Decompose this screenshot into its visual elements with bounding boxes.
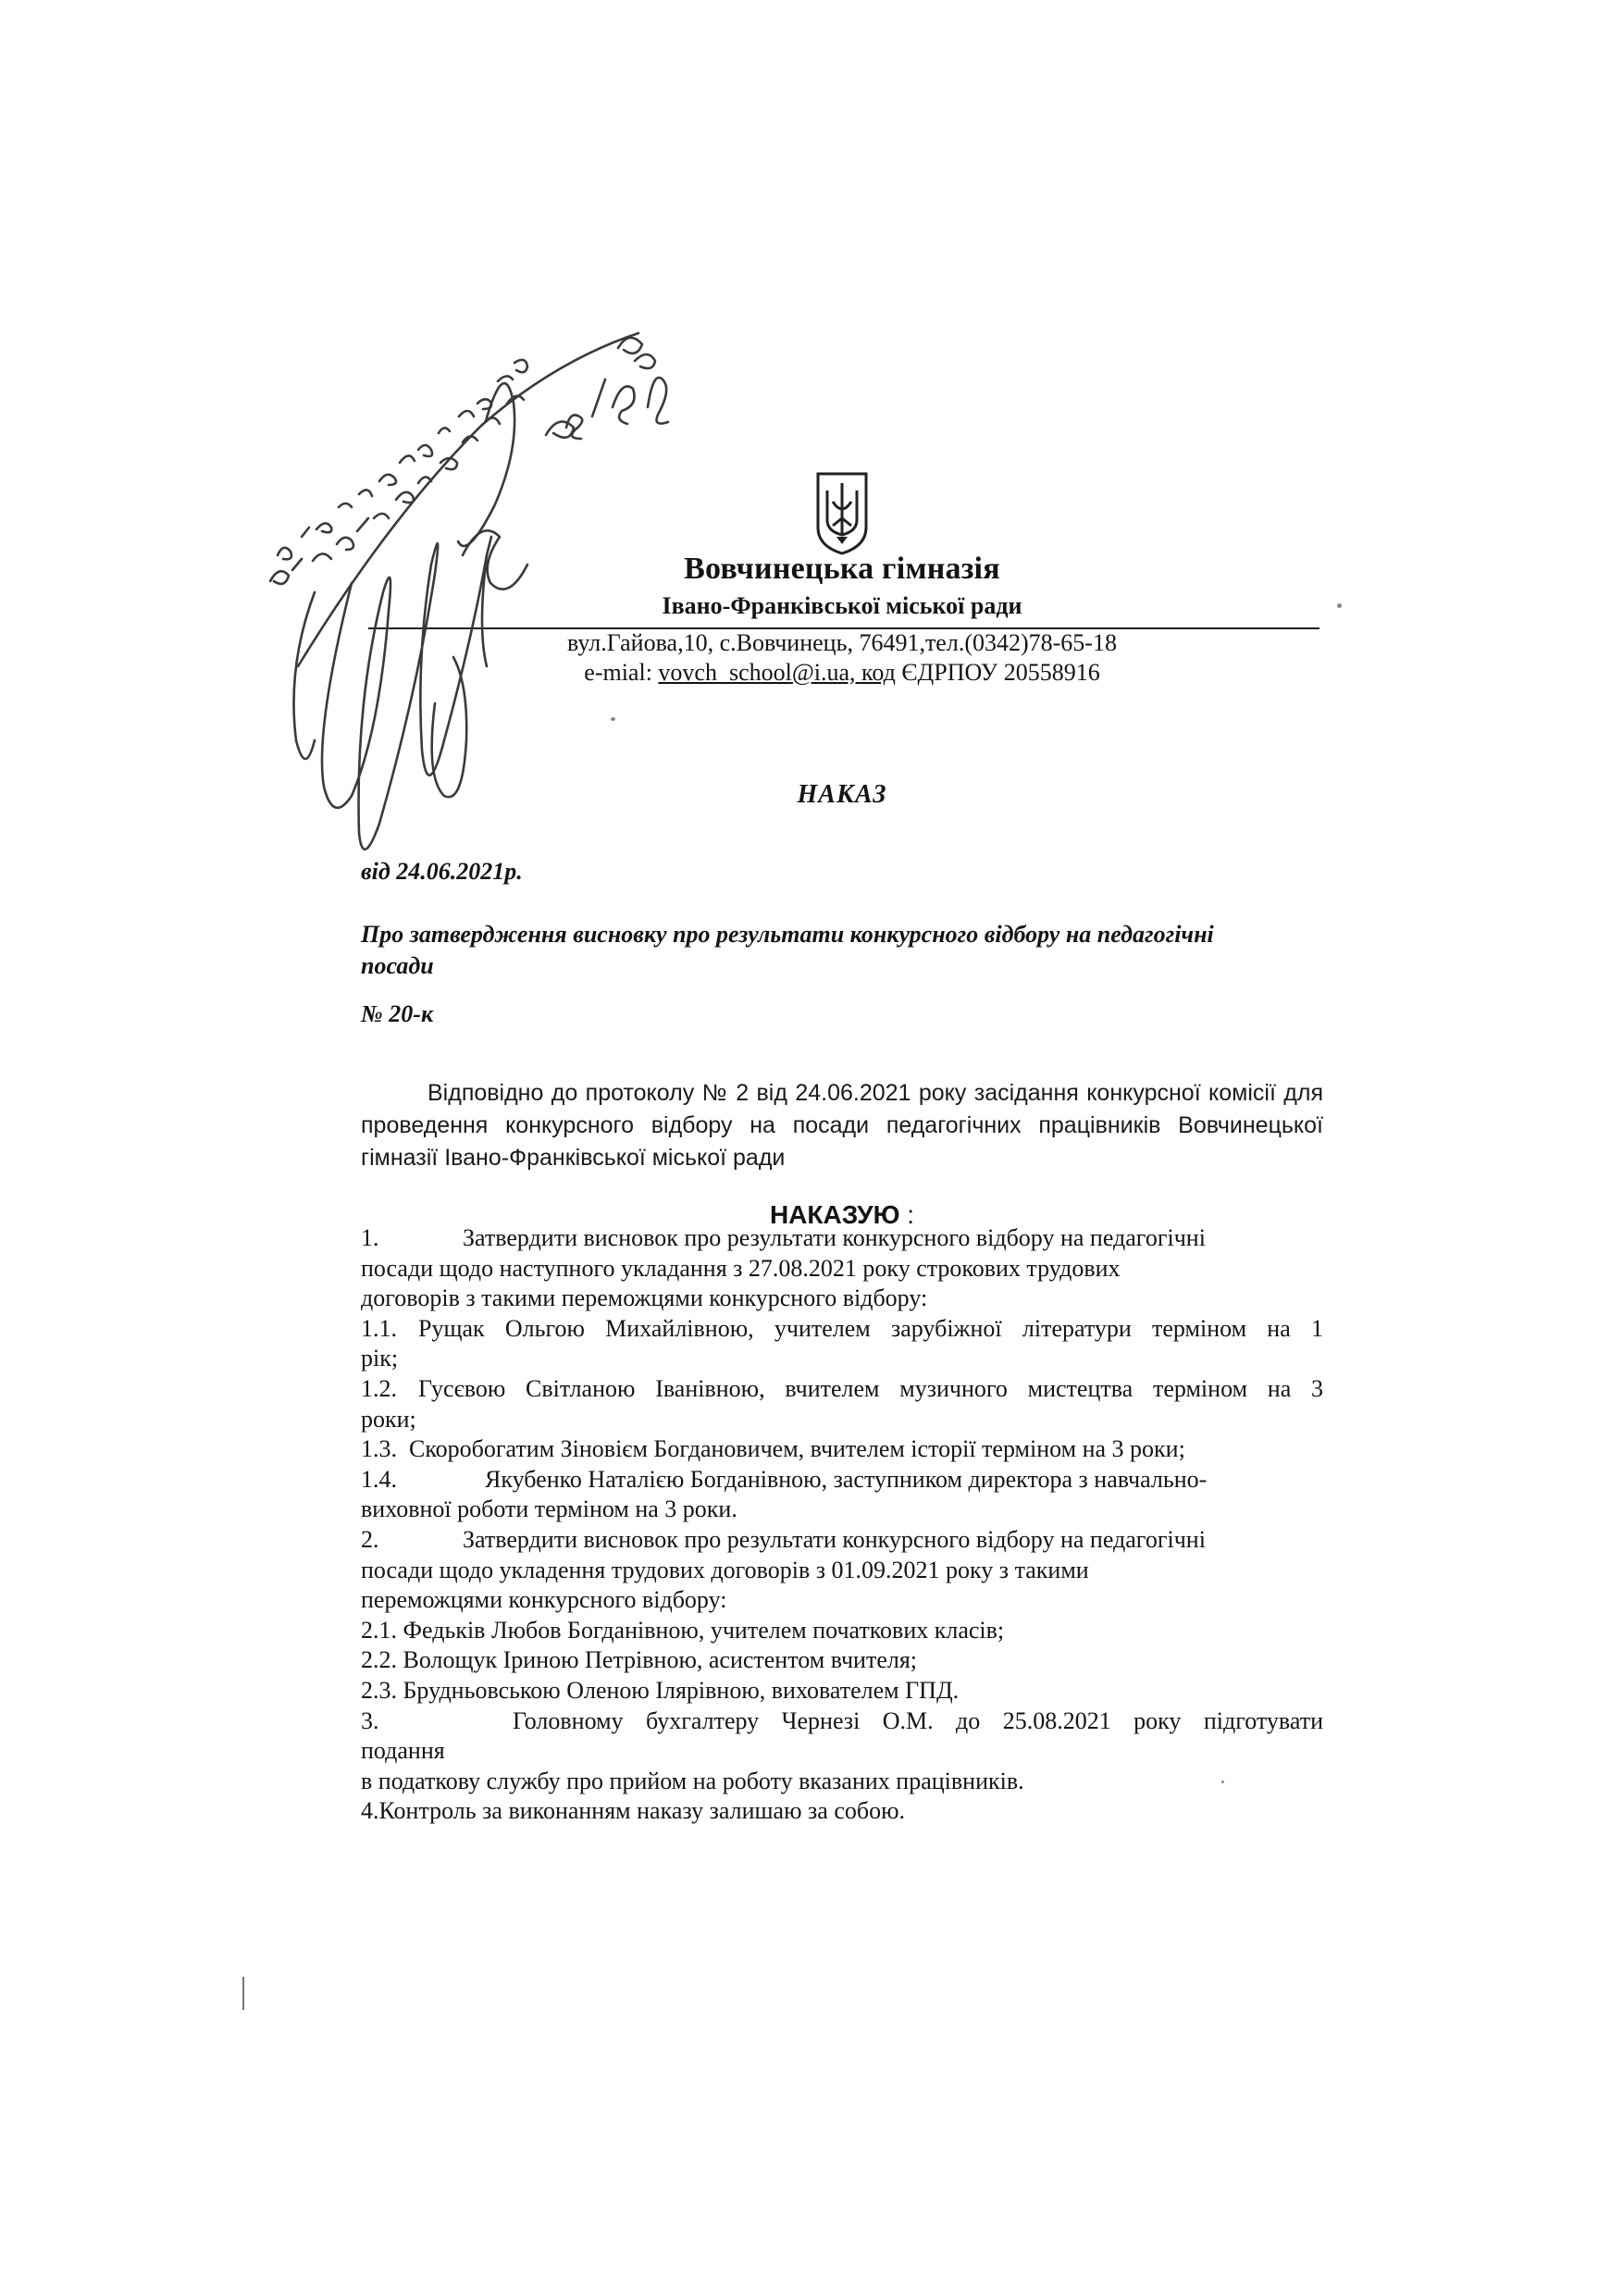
order-subject-line: Про затвердження висновку про результати конкурсного відбору на педагогічні [361,921,1214,948]
item-number: 1.4. [361,1465,397,1493]
list-item: 2.3. Брудньовською Оленою Ілярівною, вихователем ГПД. [361,1676,960,1704]
email-label: e-mial: [584,659,659,686]
item-text: Гусєвою Світланою Іванівною, вчителем музичного мистецтва терміном на 3 [418,1374,1323,1402]
item-number: 1.3. [361,1435,397,1463]
order-subject [361,919,1323,982]
email-link[interactable]: vovch_school@i.ua, код [658,659,896,686]
organization-name: Вовчинецька гімназія [684,552,1000,586]
list-item [361,1314,1323,1345]
order-title: НАКАЗ [797,780,887,809]
item-text: виховної роботи терміном на 3 роки. [361,1496,737,1523]
item-text: Рущак Ольгою Михайлівною, учителем зарубіжної літератури терміном на 1 [418,1314,1323,1342]
list-item [361,1465,1323,1496]
order-date: від 24.06.2021р. [361,858,523,885]
item-text: договорів з такими переможцями конкурсного відбору: [361,1285,928,1312]
scan-speck [611,717,615,721]
item-text: Затвердити висновок про результати конкурсного відбору на педагогічні [463,1525,1206,1553]
item-text: Якубенко Наталією Богданівною, заступником директора з навчально- [485,1465,1208,1493]
order-number: № 20-к [361,1000,434,1027]
list-item: 2.2. Волощук Іриною Петрівною, асистентом вчителя; [361,1646,918,1674]
list-item [361,1525,1323,1556]
order-subject-line: посади [361,952,434,979]
order-preamble: Відповідно до протоколу № 2 від 24.06.2021 року засідання конкурсної комісії для проведення конкурсного відбору на посади педагогічних працівників Вовчинецької гімназії Івано-Франківської міської ради [361,1080,1323,1171]
item-text: Головному бухгалтеру Чернезі О.М. до 25.08.2021 року підготувати [513,1706,1323,1734]
scan-speck [1337,603,1342,608]
item-number: 2. [361,1525,379,1553]
item-text: Скоробогатим Зіновієм Богдановичем, вчителем історії терміном на 3 роки; [409,1435,1185,1463]
decree-heading-label: НАКАЗУЮ [769,1200,900,1229]
list-item [361,1706,1323,1737]
item-number: 1.2. [361,1374,397,1402]
decree-items [361,1223,1323,1827]
organization-address: вул.Гайова,10, с.Вовчинець, 76491,тел.(0342)78-65-18 [567,629,1117,656]
item-number: 1. [361,1224,379,1251]
edrpou-code: ЄДРПОУ 20558916 [895,659,1100,686]
item-text: роки; [361,1405,416,1433]
list-item [361,1223,1323,1254]
item-number: 3. [361,1706,379,1734]
organization-subtitle: Івано-Франківської міської ради [662,592,1022,619]
scan-speck [1221,1781,1224,1783]
item-number: 1.1. [361,1314,397,1342]
trident-emblem-icon [812,470,872,557]
list-item: 2.1. Федьків Любов Богданівною, учителем початкових класів; [361,1616,1005,1644]
item-text: посади щодо укладення трудових договорів з 01.09.2021 року з такими [361,1556,1089,1583]
item-text: в податкову службу про прийом на роботу вказаних працівників. [361,1767,1024,1794]
margin-mark [242,1977,244,2010]
item-text: Затвердити висновок про результати конкурсного відбору на педагогічні [463,1224,1206,1251]
organization-contacts [389,657,1295,689]
list-item [361,1374,1323,1405]
list-item [361,1434,1323,1465]
item-text: посади щодо наступного укладання з 27.08.2021 року строкових трудових [361,1254,1121,1282]
item-text: подання [361,1737,445,1765]
item-text: переможцями конкурсного відбору: [361,1586,727,1614]
item-text: рік; [361,1345,399,1372]
decree-heading-colon: : [899,1200,915,1229]
list-item: 4.Контроль за виконанням наказу залишаю за собою. [361,1797,906,1825]
